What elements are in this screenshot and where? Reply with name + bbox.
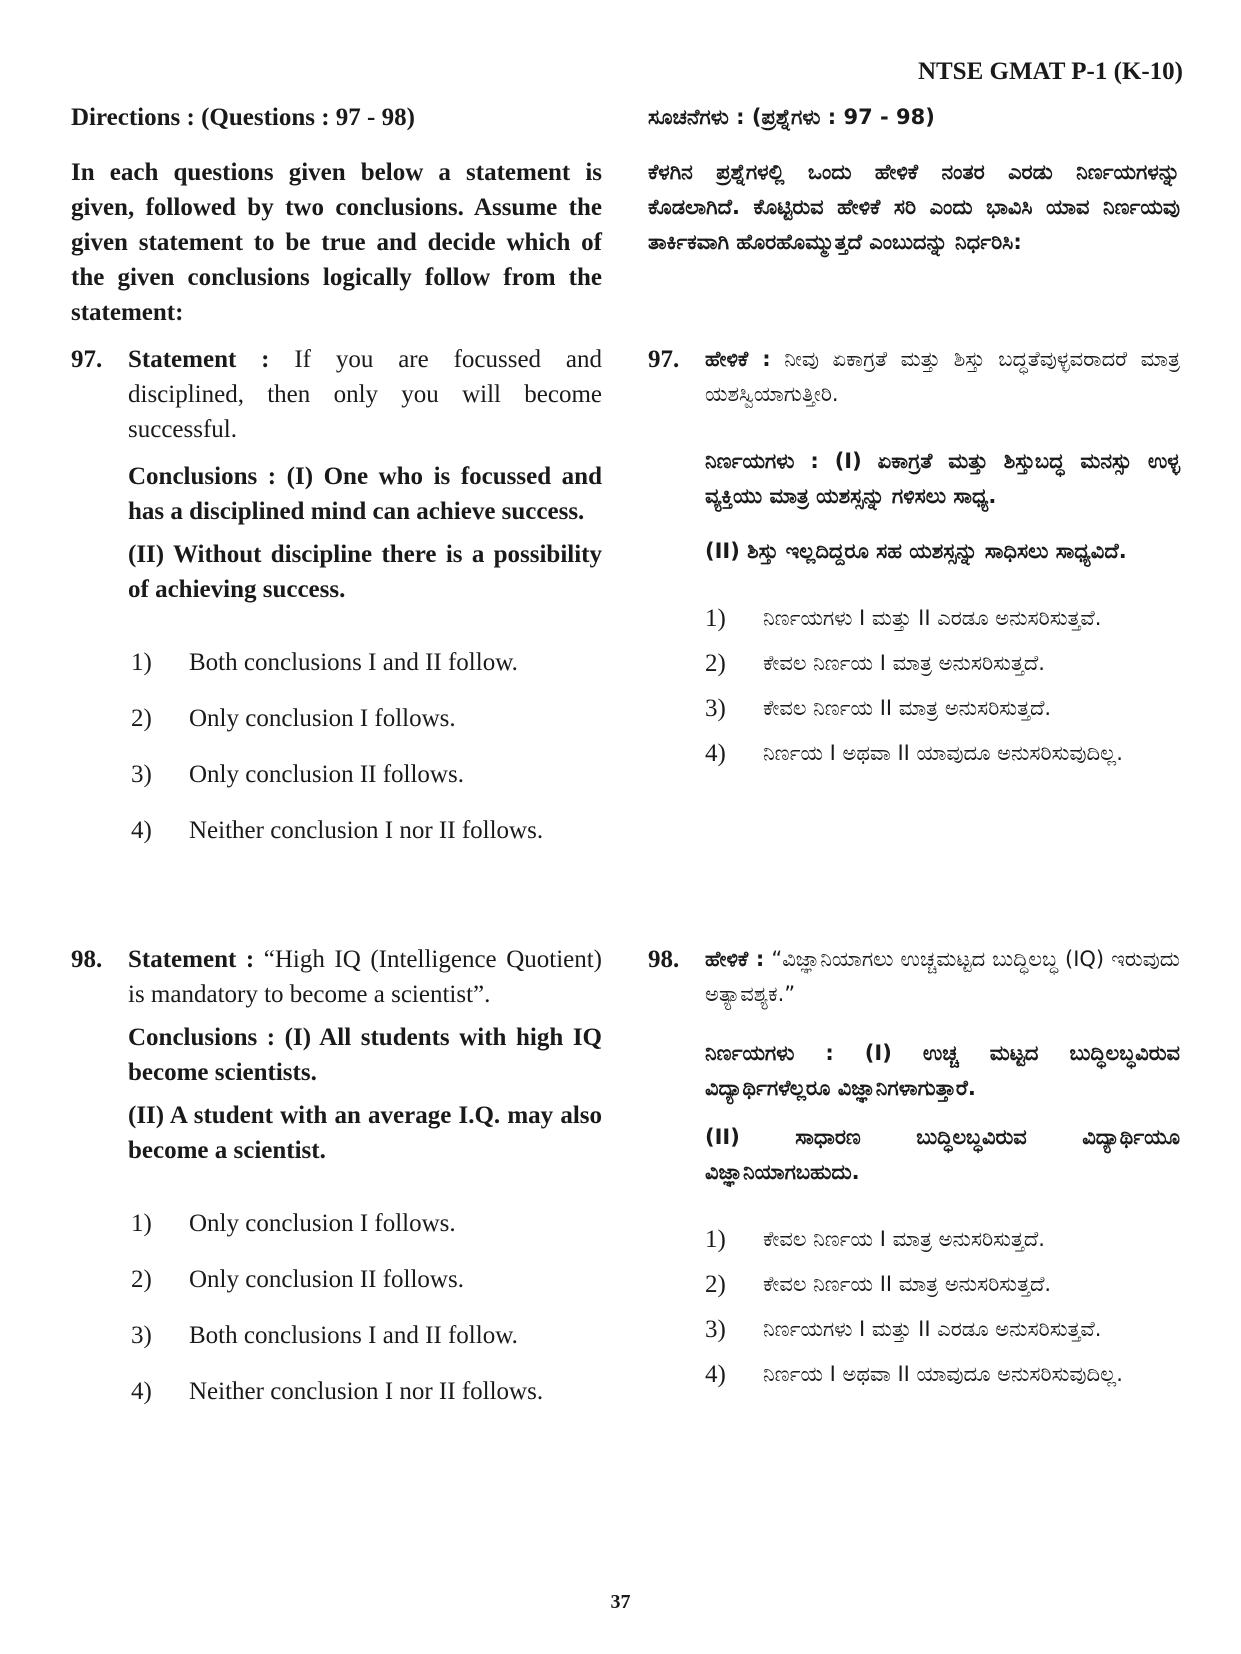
option-number: 1)	[705, 605, 726, 632]
option-number: 3)	[131, 1322, 152, 1349]
option-2[interactable]	[71, 1262, 602, 1297]
question-statement	[705, 942, 1180, 1012]
question-statement	[705, 342, 1180, 412]
question-97-kannada	[648, 342, 1180, 771]
option-text: ನಿರ್ಣಯಗಳು I ಮತ್ತು II ಎರಡೂ ಅನುಸರಿಸುತ್ತವೆ.	[763, 606, 1102, 630]
option-3[interactable]	[648, 691, 1180, 726]
page-number: 37	[610, 1591, 631, 1613]
option-number: 4)	[131, 1378, 152, 1405]
question-number: 97.	[648, 346, 680, 373]
conclusion-1: Conclusions : (I) All students with high IQ become scientists.	[128, 1024, 602, 1086]
option-text: ಕೇವಲ ನಿರ್ಣಯ I ಮಾತ್ರ ಅನುಸರಿಸುತ್ತದೆ.	[763, 1227, 1045, 1251]
option-text: Only conclusion II follows.	[189, 1266, 464, 1293]
question-statement	[128, 942, 602, 1012]
option-number: 2)	[705, 650, 726, 677]
option-text: Only conclusion I follows.	[189, 1210, 456, 1237]
option-2[interactable]	[648, 646, 1180, 681]
english-column	[71, 100, 603, 1405]
statement-label: ಹೇಳಿಕೆ :	[705, 947, 765, 971]
question-number: 98.	[71, 946, 103, 973]
option-number: 1)	[705, 1226, 726, 1253]
conclusion-2: (II) ಸಾಧಾರಣ ಬುದ್ಧಿಲಬ್ಧವಿರುವ ವಿದ್ಯಾರ್ಥಿಯೂ ವಿಜ್ಞಾನಿಯಾಗಬಹುದು.	[705, 1125, 1180, 1184]
conclusion-2: (II) Without discipline there is a possibility of achieving success.	[128, 541, 602, 603]
conclusion-1: ನಿರ್ಣಯಗಳು : (I) ಏಕಾಗ್ರತೆ ಮತ್ತು ಶಿಸ್ತುಬದ್ಧ ಮನಸ್ಸು ಉಳ್ಳ ವ್ಯಕ್ತಿಯು ಮಾತ್ರ ಯಶಸ್ಸನ್ನು ಗಳಿಸಲು ಸಾಧ್ಯ.	[705, 449, 1180, 508]
option-2[interactable]	[71, 701, 602, 736]
statement-text: “High IQ (Intelligence Quotient) is mandatory to become a scientist”.	[128, 946, 603, 1008]
conclusion-2: (II) ಶಿಸ್ತು ಇಲ್ಲದಿದ್ದರೂ ಸಹ ಯಶಸ್ಸನ್ನು ಸಾಧಿಸಲು ಸಾಧ್ಯವಿದೆ.	[705, 539, 1127, 563]
option-number: 3)	[705, 1316, 726, 1343]
option-text: ಕೇವಲ ನಿರ್ಣಯ II ಮಾತ್ರ ಅನುಸರಿಸುತ್ತದೆ.	[763, 1272, 1052, 1296]
question-number: 98.	[648, 946, 680, 973]
option-text: Both conclusions I and II follow.	[189, 1322, 518, 1349]
option-number: 4)	[705, 1361, 726, 1388]
option-number: 2)	[131, 1266, 152, 1293]
directions-title-english: Directions : (Questions : 97 - 98)	[71, 104, 415, 131]
option-number: 1)	[131, 649, 152, 676]
option-text: ನಿರ್ಣಯಗಳು I ಮತ್ತು II ಎರಡೂ ಅನುಸರಿಸುತ್ತವೆ.	[763, 1317, 1102, 1341]
option-text: ಕೇವಲ ನಿರ್ಣಯ II ಮಾತ್ರ ಅನುಸರಿಸುತ್ತದೆ.	[763, 696, 1052, 720]
option-number: 2)	[131, 705, 152, 732]
option-4[interactable]	[71, 813, 602, 848]
option-3[interactable]	[71, 757, 602, 792]
statement-text: ನೀವು ಏಕಾಗ್ರತೆ ಮತ್ತು ಶಿಸ್ತು ಬದ್ಧತೆವುಳ್ಳವರಾದರೆ ಮಾತ್ರ ಯಶಸ್ವಿಯಾಗುತ್ತೀರಿ.	[705, 347, 1180, 406]
option-text: Only conclusion I follows.	[189, 705, 456, 732]
option-2[interactable]	[648, 1267, 1180, 1302]
page-header-code: NTSE GMAT P-1 (K-10)	[917, 58, 1183, 85]
options-list	[648, 601, 1180, 771]
statement-text: If you are focussed and disciplined, then only you will become successful.	[128, 346, 602, 443]
directions-title-kannada: ಸೂಚನೆಗಳು : (ಪ್ರಶ್ನೆಗಳು : 97 - 98)	[648, 105, 935, 129]
option-number: 3)	[131, 761, 152, 788]
option-1[interactable]	[71, 645, 602, 680]
option-1[interactable]	[648, 601, 1180, 636]
option-3[interactable]	[71, 1318, 602, 1353]
option-text: Both conclusions I and II follow.	[189, 649, 518, 676]
option-text: ನಿರ್ಣಯ I ಅಥವಾ II ಯಾವುದೂ ಅನುಸರಿಸುವುದಿಲ್ಲ.	[763, 1362, 1123, 1386]
option-4[interactable]	[648, 1357, 1180, 1392]
options-list	[648, 1222, 1180, 1392]
directions-text-kannada: ಕೆಳಗಿನ ಪ್ರಶ್ನೆಗಳಲ್ಲಿ ಒಂದು ಹೇಳಿಕೆ ನಂತರ ಎರಡು ನಿರ್ಣಯಗಳನ್ನು ಕೊಡಲಾಗಿದೆ. ಕೊಟ್ಟಿರುವ ಹೇಳಿಕೆ ಸರಿ ಎಂದು ಭಾವಿಸಿ ಯಾವ ನಿರ್ಣಯವು ತಾರ್ಕಿಕವಾಗಿ ಹೊರಹೊಮ್ಮುತ್ತದೆ ಎಂಬುದನ್ನು ನಿರ್ಧರಿಸಿ:	[648, 160, 1180, 254]
conclusion-2: (II) A student with an average I.Q. may also become a scientist.	[128, 1102, 602, 1164]
options-list	[71, 645, 602, 848]
option-number: 3)	[705, 695, 726, 722]
kannada-column	[648, 100, 1180, 1388]
option-1[interactable]	[71, 1206, 602, 1241]
question-statement	[128, 342, 602, 447]
option-text: Only conclusion II follows.	[189, 761, 464, 788]
statement-label: Statement :	[128, 346, 270, 373]
question-number: 97.	[71, 346, 103, 373]
option-number: 1)	[131, 1210, 152, 1237]
option-text: Neither conclusion I nor II follows.	[189, 817, 544, 844]
question-98-english	[71, 942, 602, 1409]
option-number: 4)	[131, 817, 152, 844]
option-number: 2)	[705, 1271, 726, 1298]
options-list	[71, 1206, 602, 1409]
statement-text: “ವಿಜ್ಞಾನಿಯಾಗಲು ಉಚ್ಚಮಟ್ಟದ ಬುದ್ಧಿಲಬ್ಧ (IQ) ಇರುವುದು ಅತ್ಯಾವಶ್ಯಕ.”	[705, 947, 1180, 1006]
conclusion-1: Conclusions : (I) One who is focussed and has a disciplined mind can achieve success.	[128, 463, 602, 525]
option-4[interactable]	[648, 736, 1180, 771]
option-text: ನಿರ್ಣಯ I ಅಥವಾ II ಯಾವುದೂ ಅನುಸರಿಸುವುದಿಲ್ಲ.	[763, 741, 1123, 765]
option-3[interactable]	[648, 1312, 1180, 1347]
directions-text-english: In each questions given below a statement is given, followed by two conclusions. Assume the given statement to be true and decide which of the given conclusions logically follow from the statement:	[71, 159, 602, 326]
option-4[interactable]	[71, 1374, 602, 1409]
conclusion-1: ನಿರ್ಣಯಗಳು : (I) ಉಚ್ಚ ಮಟ್ಟದ ಬುದ್ಧಿಲಬ್ಧವಿರುವ ವಿದ್ಯಾರ್ಥಿಗಳೆಲ್ಲರೂ ವಿಜ್ಞಾನಿಗಳಾಗುತ್ತಾರೆ.	[705, 1041, 1180, 1100]
statement-label: ಹೇಳಿಕೆ :	[705, 347, 771, 371]
option-text: Neither conclusion I nor II follows.	[189, 1378, 544, 1405]
question-97-english	[71, 342, 602, 848]
option-number: 4)	[705, 740, 726, 767]
question-98-kannada	[648, 942, 1180, 1392]
option-text: ಕೇವಲ ನಿರ್ಣಯ I ಮಾತ್ರ ಅನುಸರಿಸುತ್ತದೆ.	[763, 651, 1045, 675]
option-1[interactable]	[648, 1222, 1180, 1257]
statement-label: Statement :	[128, 946, 255, 973]
